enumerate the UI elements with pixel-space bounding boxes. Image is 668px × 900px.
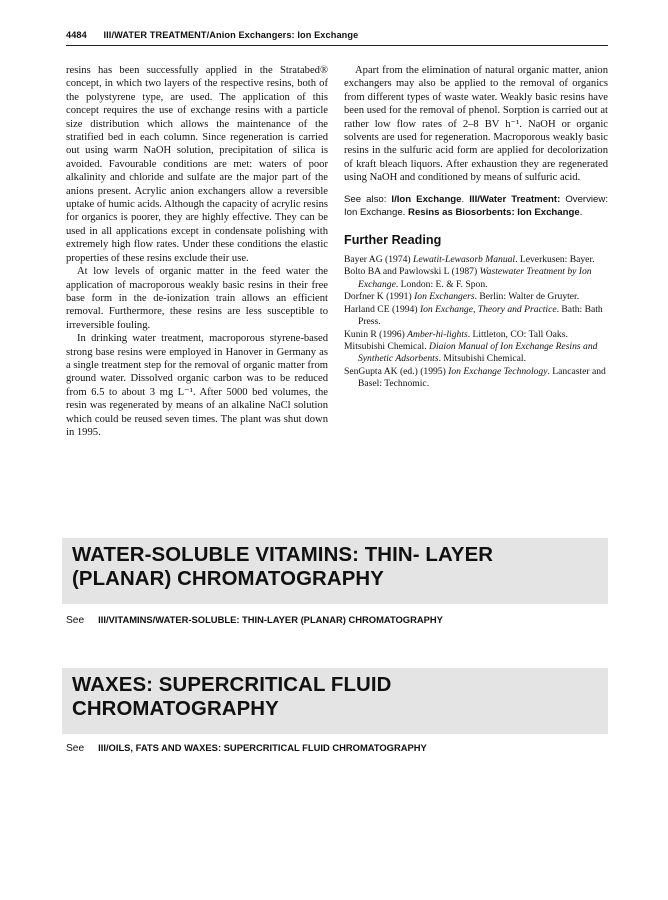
reference-title: Wastewater Treatment by Ion Exchange: [358, 266, 592, 290]
see-target-link[interactable]: III/VITAMINS/WATER-SOLUBLE: THIN-LAYER (PLANAR) CHROMATOGRAPHY: [98, 614, 443, 625]
see-label: See: [66, 743, 85, 754]
right-paragraph-1: Apart from the elimination of natural organic matter, anion exchangers may also be applied to the removal of organics from different types of waste water. Weakly basic resins have been used for the removal of phenol. Sorption is carried out at rather low flow rates of 2–8 BV h⁻¹. NaOH or organic solvents are used for regeneration. Macroporous weakly basic resins in the sulfuric acid form are applied for decolorization of kraft bleach liquors. After exhaustion they are regenerated using NaOH and conditioned by means of sulfuric acid.: [344, 65, 608, 184]
reference-authors: Mitsubishi Chemical.: [344, 340, 430, 352]
see-also-link-ion-exchange[interactable]: I/Ion Exchange: [391, 193, 462, 205]
reference-authors: Dorfner K (1991): [344, 291, 415, 303]
reference-authors: Harland CE (1994): [344, 303, 420, 315]
reference-publisher: . Mitsubishi Chemical.: [438, 353, 526, 365]
reference-list: [344, 254, 608, 390]
header-rule: [66, 45, 608, 46]
further-reading-heading: Further Reading: [344, 233, 442, 248]
see-also-prefix: See also:: [344, 193, 392, 205]
entry-title-line-2: (PLANAR) CHROMATOGRAPHY: [72, 567, 384, 590]
entry-title-line-2: CHROMATOGRAPHY: [72, 697, 279, 720]
reference-title: Diaion Manual of Ion Exchange Resins and Synthetic Adsorbents: [358, 340, 598, 365]
see-also-sep: .: [461, 193, 470, 205]
see-also: [344, 193, 608, 219]
reference-publisher: . Berlin: Walter de Gruyter.: [474, 291, 580, 303]
left-paragraph-1: resins has been successfully applied in the Stratabed® concept, in which two layers of the respective resins, both of the polystyrene type, are used. The application of this concept requires the use of exchange resins with a particle size distribution which allows the maintenance of the stratified bed in each column. Since regeneration is carried out using warm NaOH solution, precipitation of silica is avoided. Favourable conditions are met: waters of poor alkalinity and chloride and sulfate are the major part of the anions present. Acrylic anion exchangers allow a reversible uptake of humic acids. Although the capacity of acrylic resins for organics is poorer, they are highly effective. They can be used in all applications except in condensate polishing with extremely high flow rates. Under these conditions the elastic properties of these resins exclude their use.: [66, 65, 328, 264]
running-head-section: III/WATER TREATMENT/Anion Exchangers: Ion Exchange: [103, 30, 359, 40]
reference-publisher: . Leverkusen: Bayer.: [515, 254, 595, 266]
right-column: [344, 64, 608, 391]
running-head: [66, 30, 608, 40]
reference-title: Amber-hi-lights: [407, 328, 468, 340]
reference-publisher: . Lancaster and Basel: Technomic.: [358, 365, 606, 390]
see-also-link-water-treatment[interactable]: III/Water Treatment:: [469, 193, 561, 205]
entry-heading-box: [62, 538, 608, 604]
reference-item: [344, 341, 608, 366]
reference-item: [344, 366, 608, 391]
reference-authors: Bolto BA and Pawlowski L (1987): [344, 266, 480, 278]
reference-publisher: . Littleton, CO: Tall Oaks.: [467, 328, 568, 340]
reference-item: [344, 304, 608, 329]
reference-item: [344, 329, 608, 341]
reference-title: Lewatit-Lewasorb Manual: [413, 254, 516, 266]
left-paragraph-2: At low levels of organic matter in the feed water the application of macroporous weakly basic resins in their free base form in the de-ionization train allows an efficient removal. Furthermore, these resins are less susceptible to irreversible fouling.: [66, 266, 328, 331]
reference-item: [344, 291, 608, 303]
reference-item: [344, 266, 608, 291]
see-reference-line: [66, 742, 427, 754]
entry-heading-box: [62, 668, 608, 734]
reference-authors: Kunin R (1996): [344, 328, 408, 340]
left-paragraph-3: In drinking water treatment, macroporous styrene-based strong base resins were employed in Hanover in Germany as a single treatment step for the removal of organic matter from ground water. Dissolved organic carbon was to be reduced from 6.5 to about 3 mg L⁻¹. After 5000 bed volumes, the resin was regenerated by means of an alkaline NaCl solution which could be reused seven times. The plant was shut down in 1995.: [66, 333, 328, 438]
reference-publisher: . London: E. & F. Spon.: [395, 278, 488, 290]
page-number: 4484: [66, 30, 87, 40]
reference-authors: Bayer AG (1974): [344, 254, 414, 266]
reference-title: Ion Exchangers: [414, 291, 475, 303]
left-column: [66, 64, 328, 439]
see-also-link-resins-biosorbents[interactable]: Resins as Biosorbents: Ion Exchange: [408, 206, 580, 218]
reference-authors: SenGupta AK (ed.) (1995): [344, 365, 449, 377]
see-also-overview-text: Overview: Ion Exchange.: [344, 193, 608, 218]
see-also-end: .: [579, 206, 583, 218]
see-reference-line: [66, 614, 443, 626]
entry-title-line-1: WATER-SOLUBLE VITAMINS: THIN- LAYER: [72, 544, 494, 566]
reference-title: Ion Exchange Technology: [448, 365, 548, 377]
see-label: See: [66, 615, 85, 626]
entry-title-line-1: WAXES: SUPERCRITICAL FLUID: [72, 674, 392, 696]
see-target-link[interactable]: III/OILS, FATS AND WAXES: SUPERCRITICAL FLUID CHROMATOGRAPHY: [98, 742, 427, 753]
reference-publisher: . Bath: Bath Press.: [358, 303, 603, 328]
reference-item: [344, 254, 608, 266]
reference-title: Ion Exchange, Theory and Practice: [419, 303, 557, 315]
